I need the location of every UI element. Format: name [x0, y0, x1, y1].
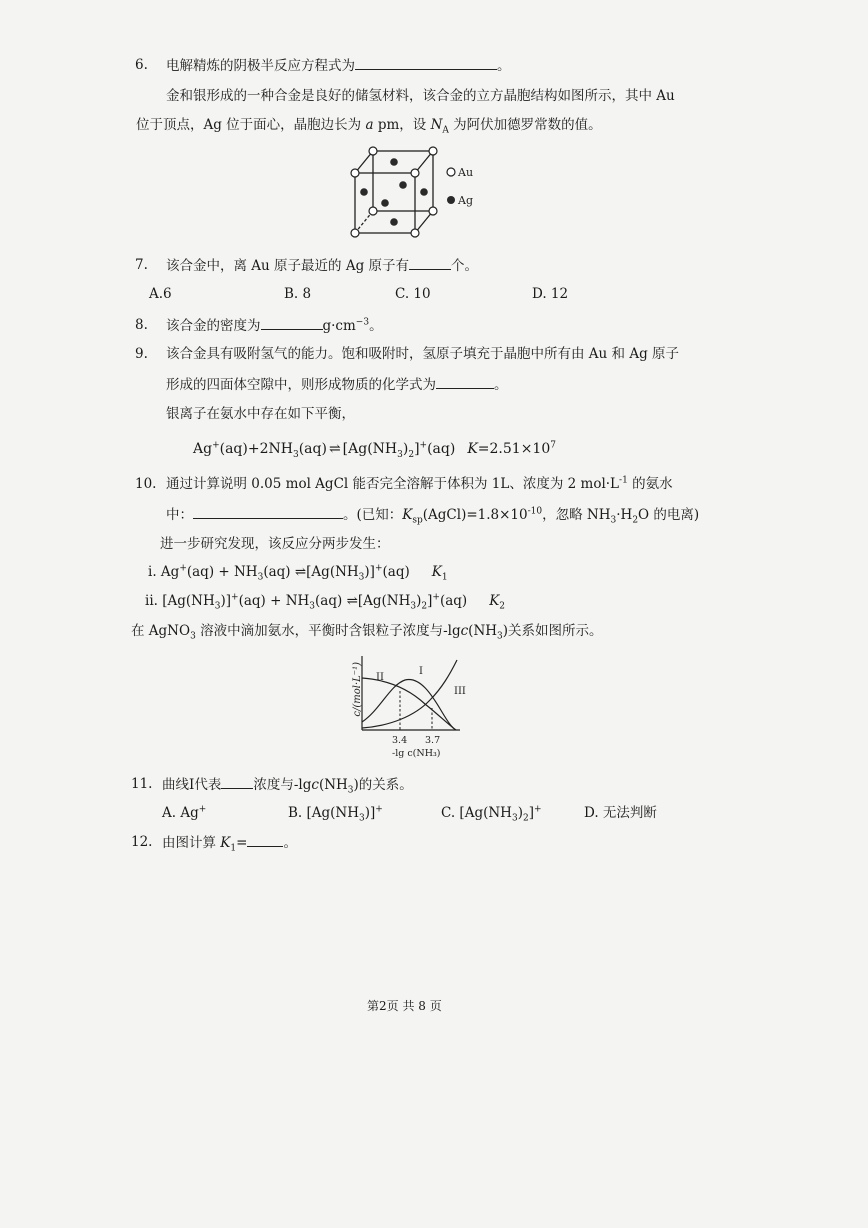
- q11-option-c[interactable]: C. $[Ag(NH_3)_2]^+$: [441, 804, 542, 824]
- au-atom: [429, 147, 437, 155]
- q7-text: 该合金中，离 Au 原子最近的 Ag 原子有 个。: [166, 258, 478, 274]
- q7-option-c[interactable]: C. 10: [395, 286, 431, 302]
- au-atom: [369, 147, 377, 155]
- curve-II-label: II: [376, 672, 384, 683]
- legend-ag-label: Ag: [458, 194, 473, 207]
- q11-text: 曲线I代表 浓度与$-\lg c(NH_3)$的关系。: [162, 777, 413, 796]
- crystal-cell-figure: [340, 140, 480, 245]
- q8-number: 8.: [135, 317, 148, 333]
- au-atom: [429, 207, 437, 215]
- q7-answer-blank[interactable]: [409, 256, 451, 270]
- equilibrium-intro: 银离子在氨水中存在如下平衡，: [166, 406, 355, 422]
- q6-text: 电解精炼的阴极半反应方程式为 。: [166, 58, 511, 74]
- q9-answer-blank[interactable]: [436, 375, 494, 389]
- legend-au-marker: [447, 168, 455, 176]
- ag-atom: [399, 181, 407, 189]
- q6-answer-blank[interactable]: [355, 56, 497, 70]
- q10-line-1: 通过计算说明 0.05 mol AgCl 能否完全溶解于体积为 1L、浓度为 2 $mol\cdot L^{-1}$ 的氨水: [166, 475, 673, 492]
- agno3-line: 在 AgNO$_3$ 溶液中滴加氨水，平衡时含银粒子浓度与$-\lg c(NH_3)$关系如图所示。: [131, 623, 603, 642]
- step-1: i. $Ag^+(aq) + NH_3(aq)$ $\rightleftharpoons[Ag(NH_3)]^+(aq)$ $K_1$: [148, 563, 448, 583]
- q11-option-b[interactable]: B. $[Ag(NH_3)]^+$: [288, 804, 383, 824]
- q10-line-2: 中： 。(已知：$K_{sp}(AgCl)=1.8\times 10^{-10}$，忽略 $NH_3\cdot H_2O$ 的电离): [166, 506, 700, 526]
- au-atom: [369, 207, 377, 215]
- chart-x-label: -lg c(NH₃): [392, 748, 441, 759]
- au-atom: [351, 229, 359, 237]
- q7-option-b[interactable]: B. 8: [284, 286, 312, 302]
- equilibrium-arrow: ⇌: [328, 441, 341, 457]
- q7-number: 7.: [135, 257, 148, 273]
- q11-answer-blank[interactable]: [221, 775, 253, 789]
- q9-number: 9.: [135, 346, 148, 362]
- q10-answer-blank[interactable]: [193, 505, 343, 519]
- q11-option-d[interactable]: D. 无法判断: [584, 805, 657, 821]
- au-atom: [411, 229, 419, 237]
- speciation-chart: [330, 650, 490, 765]
- ag-atom: [390, 218, 398, 226]
- curve-III: [362, 660, 457, 728]
- q12-answer-blank[interactable]: [247, 833, 283, 847]
- step-1-arrow: ⇌: [294, 564, 307, 580]
- legend-au-label: Au: [458, 166, 474, 179]
- q8-text: 该合金的密度为 $g\cdot cm^{-3}$。: [166, 317, 383, 334]
- steps-intro: 进一步研究发现，该反应分两步发生：: [160, 536, 390, 552]
- q12-number: 12.: [131, 834, 153, 850]
- intro-line-1: 金和银形成的一种合金是良好的储氢材料，该合金的立方晶胞结构如图所示，其中 Au: [166, 88, 675, 104]
- q10-number: 10.: [135, 476, 157, 492]
- equilibrium-equation: $Ag^+(aq)+2NH_3(aq)$ ⇌ $[Ag(NH_3)_2]^+(aq)$ $K=2.51\times 10^7$: [193, 440, 556, 460]
- q6-number: 6.: [135, 57, 148, 73]
- q9-line-2: 形成的四面体空隙中，则形成物质的化学式为 。: [166, 377, 508, 393]
- q11-number: 11.: [131, 776, 153, 792]
- q12-text: 由图计算 $K_1=$ 。: [162, 835, 297, 854]
- ag-atom: [381, 199, 389, 207]
- tick-3-7: 3.7: [425, 735, 441, 746]
- au-atom: [351, 169, 359, 177]
- q11-option-a[interactable]: A. Ag+: [162, 804, 207, 821]
- q8-answer-blank[interactable]: [261, 316, 323, 330]
- q7-option-d[interactable]: D. 12: [532, 286, 569, 302]
- q7-option-a[interactable]: A.6: [149, 286, 172, 302]
- step-2: ii. $[Ag(NH_3)]^+(aq) + NH_3(aq)$ $\rightleftharpoons[Ag(NH_3)_2]^+(aq)$ $K_2$: [145, 592, 506, 612]
- page-number: 第2页 共 8 页: [367, 999, 442, 1013]
- q9-line-1: 该合金具有吸附氢气的能力。饱和吸附时，氢原子填充于晶胞中所有由 Au 和 Ag 原子: [166, 346, 679, 362]
- chart-y-label: c/(mol·L⁻¹): [352, 662, 363, 717]
- tick-3-4: 3.4: [392, 735, 408, 746]
- ag-atom: [390, 158, 398, 166]
- ag-atom: [360, 188, 368, 196]
- au-atom: [411, 169, 419, 177]
- ag-atom: [420, 188, 428, 196]
- legend-ag-marker: [447, 196, 455, 204]
- intro-line-2: 位于顶点，Ag 位于面心，晶胞边长为 a pm，设 $N_A$ 为阿伏加德罗常数的值。: [136, 117, 602, 136]
- step-2-arrow: ⇌: [346, 593, 358, 609]
- curve-I-label: I: [419, 666, 423, 677]
- curve-III-label: III: [454, 686, 466, 697]
- curve-I: [362, 679, 456, 730]
